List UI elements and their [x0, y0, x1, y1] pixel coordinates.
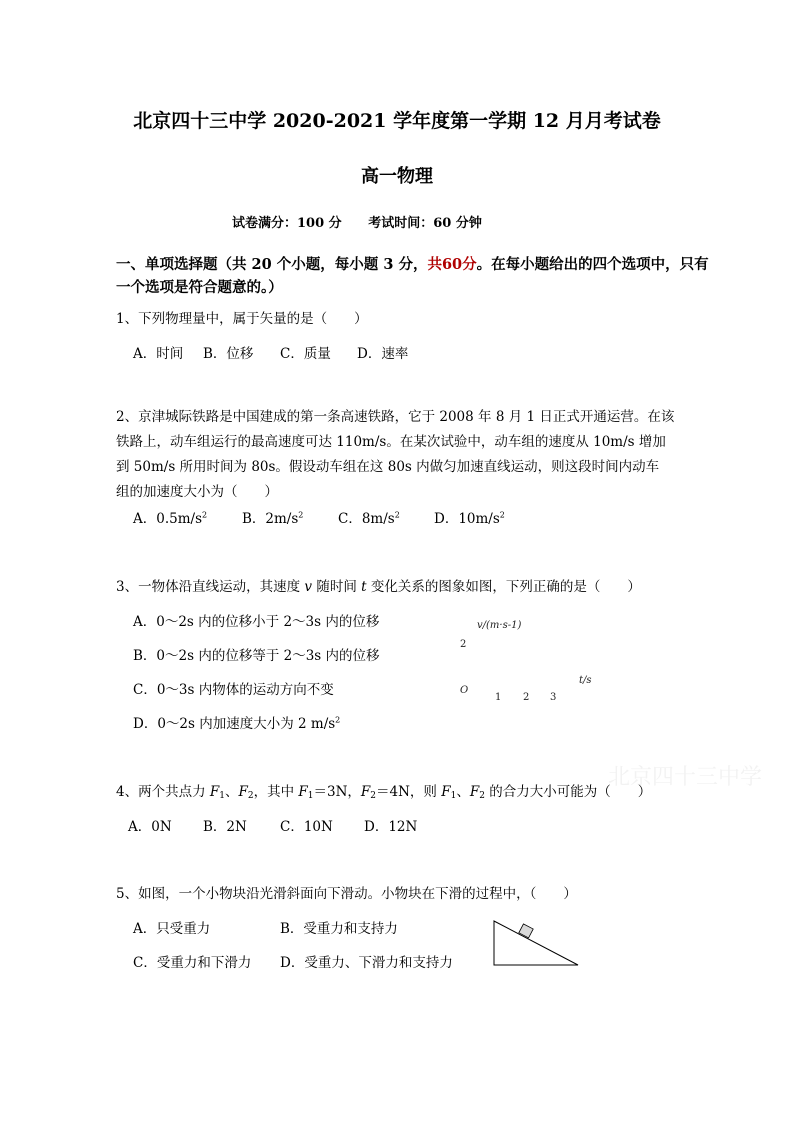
q2-option-c: C．$8m/s^2$ [338, 510, 400, 527]
q1-option-b: B．位移 [203, 346, 254, 362]
graph-x-tick-1: 1 [495, 692, 502, 703]
incline-triangle [494, 921, 578, 965]
q3-option-a: A．0～2s 内的位移小于 2～3s 内的位移 [133, 614, 380, 630]
exam-time: 考试时间：60 分钟 [368, 216, 482, 231]
question-1-stem: 1、下列物理量中，属于矢量的是（ ） [116, 311, 368, 327]
q2-option-d: D．$10m/s^2$ [434, 510, 505, 527]
q4-option-b: B．2N [203, 819, 247, 835]
watermark: 北京四十三中学 [608, 765, 763, 790]
question-4-stem: 4、两个共点力 $F_1$、$F_2$，其中 $F_1=3N$，$F_2=4N$，则 $F_1$、$F_2$ 的合力大小可能为（ ） [116, 784, 652, 801]
question-5-stem: 5、如图，一个小物块沿光滑斜面向下滑动。小物块在下滑的过程中，（ ） [116, 886, 577, 902]
section-heading-line1: 一、单项选择题（共 20 个小题，每小题 3 分，共60分。在每小题给出的四个选项中，只有 [116, 256, 709, 273]
q5-option-c: C．受重力和下滑力 [133, 955, 252, 971]
section-heading-line2: 一个选项是符合题意的。） [116, 279, 283, 296]
question-3-stem: 3、一物体沿直线运动，其速度 v 随时间 t 变化关系的图象如图，下列正确的是（ ） [116, 579, 641, 595]
q3-option-b: B．0～2s 内的位移等于 2～3s 内的位移 [133, 648, 380, 664]
full-score: 试卷满分：100 分 [232, 216, 342, 231]
q4-option-c: C．10N [280, 819, 333, 835]
q1-option-c: C．质量 [280, 346, 331, 362]
graph-y-tick: 2 [460, 639, 467, 650]
q4-option-a: A．0N [128, 819, 172, 835]
graph-x-tick-3: 3 [550, 692, 557, 703]
exam-title: 北京四十三中学 2020-2021 学年度第一学期 12 月月考试卷 [133, 110, 661, 132]
section-score-highlight: 共60分 [427, 256, 477, 273]
graph-x-label: t/s [579, 675, 592, 686]
graph-x-tick-2: 2 [523, 692, 530, 703]
q4-option-d: D．12N [364, 819, 418, 835]
exam-subject: 高一物理 [361, 166, 433, 187]
q1-option-d: D．速率 [357, 346, 409, 362]
incline-diagram [490, 915, 585, 970]
q3-vt-graph [455, 615, 605, 705]
sliding-block [519, 924, 533, 938]
q1-option-a: A．时间 [133, 346, 184, 362]
q5-option-d: D．受重力、下滑力和支持力 [280, 955, 453, 971]
question-2-stem: 2、京津城际铁路是中国建成的第一条高速铁路，它于 2008 年 8 月 1 日正式开通运营。在该 铁路上，动车组运行的最高速度可达 110m/s。在某次试验中，动车组的速度从 10m/s 增加 到 50m/s 所用时间为 80s。假设动车组在这 80s 内做匀加速直线运动，则这段时间内动车 组的加速度大小为（ ） [116, 409, 675, 500]
exam-meta [232, 212, 482, 231]
graph-origin: O [460, 685, 469, 696]
q3-option-c: C．0～3s 内物体的运动方向不变 [133, 682, 334, 698]
q2-option-b: B．$2m/s^2$ [242, 510, 304, 527]
q5-option-a: A．只受重力 [133, 921, 211, 937]
q3-option-d: D．0～2s 内加速度大小为 2 $m/s^2$ [133, 715, 341, 732]
q5-option-b: B．受重力和支持力 [280, 921, 398, 937]
graph-y-label: v/(m·s-1) [477, 620, 522, 631]
q2-option-a: A．$0.5m/s^2$ [133, 510, 208, 527]
